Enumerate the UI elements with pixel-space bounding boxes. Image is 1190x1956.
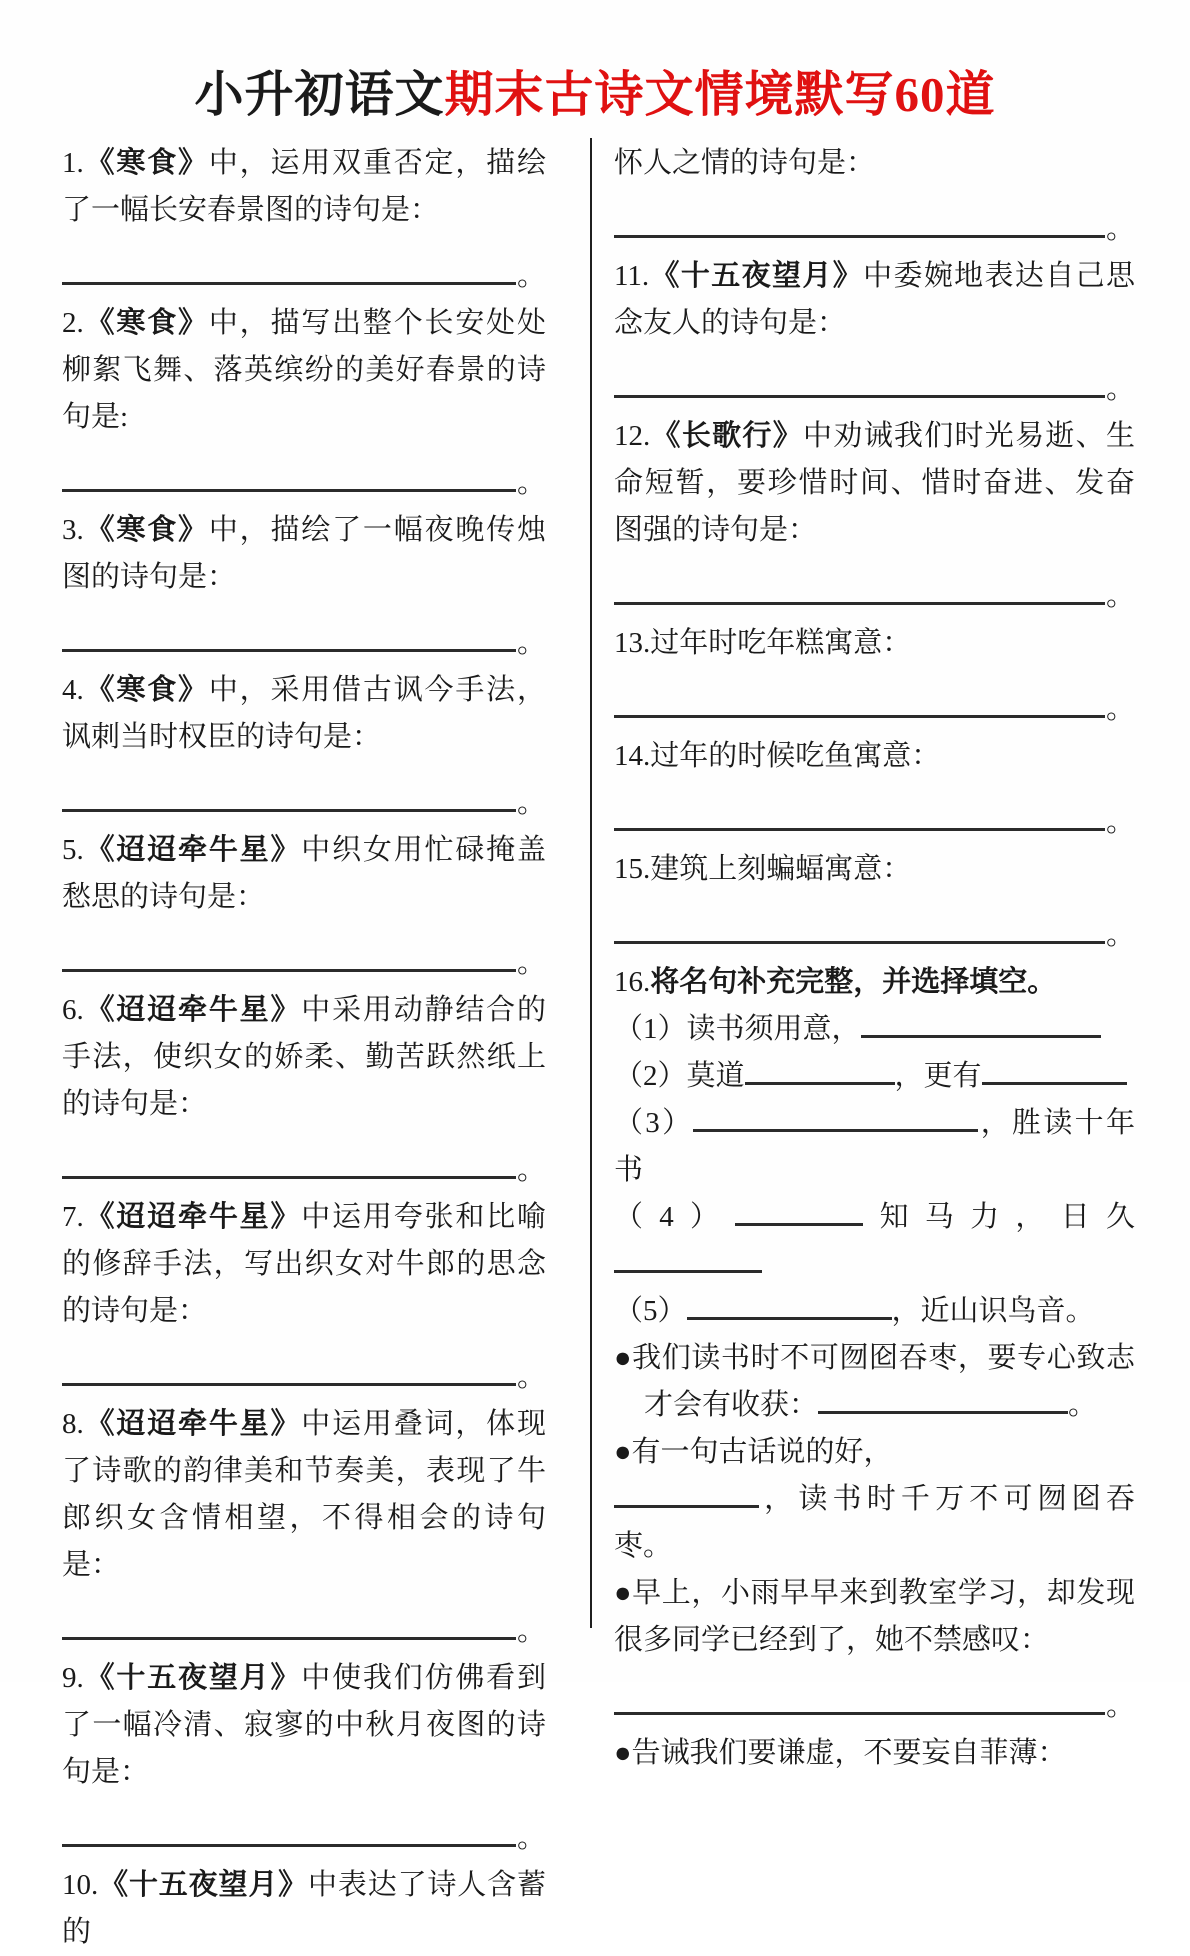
question-text: 2. — [62, 307, 84, 339]
period-mark: 。 — [1105, 373, 1135, 405]
question-text: 中采用动静结合的手法，使织女的娇柔、勤苦跃然纸上的诗句是： — [62, 994, 546, 1120]
question-text: 9. — [62, 1662, 84, 1694]
answer-line — [614, 567, 1135, 617]
answer-line — [62, 1141, 546, 1191]
answer-line — [614, 680, 1135, 730]
answer-line — [62, 1602, 546, 1652]
question-10-continued — [614, 140, 1135, 187]
inline-blank-underline — [614, 1497, 759, 1508]
poem-title-text: 《长歌行》 — [650, 420, 804, 452]
question-4 — [62, 667, 546, 761]
question-text: 中织女用忙碌掩盖愁思的诗句是： — [62, 834, 546, 913]
question-text: （3） — [614, 1107, 694, 1139]
bullet-item-2 — [614, 1429, 1135, 1570]
answer-line — [614, 360, 1135, 410]
question-text: 知马力，日久 — [863, 1201, 1135, 1233]
question-text: 中运用叠词，体现了诗歌的韵律美和节奏美，表现了牛郎织女含情相望，不得相会的诗句是： — [62, 1408, 546, 1581]
poem-title-text: 《十五夜望月》 — [649, 260, 864, 292]
question-text: 12. — [614, 420, 651, 452]
question-14 — [614, 733, 1135, 780]
worksheet-columns — [62, 140, 1135, 1956]
question-8 — [62, 1401, 546, 1589]
inline-blank-underline — [818, 1403, 1068, 1414]
fill-item-5 — [614, 1288, 1135, 1335]
question-text: 中委婉地表达自己思念友人的诗句是： — [614, 260, 1135, 339]
period-mark: 。 — [1105, 580, 1135, 612]
question-9 — [62, 1655, 546, 1796]
answer-blank-underline — [62, 809, 516, 812]
question-text: （4） — [614, 1201, 736, 1233]
page-title — [0, 56, 1190, 126]
answer-line — [62, 247, 546, 297]
answer-blank-underline — [62, 1176, 516, 1179]
period-mark: 。 — [1105, 693, 1135, 725]
answer-blank-underline — [614, 1712, 1105, 1715]
question-text: ，更有 — [894, 1060, 982, 1092]
period-mark: 。 — [516, 627, 546, 659]
poem-title-text: 《迢迢牵牛星》 — [83, 1201, 302, 1233]
answer-line — [614, 1677, 1135, 1727]
answer-line — [62, 1348, 546, 1398]
poem-title-text: 《十五夜望月》 — [83, 1662, 302, 1694]
question-text: 16. — [614, 966, 651, 998]
question-text: 。 — [1068, 1389, 1098, 1421]
question-text: ，胜读十年书 — [614, 1107, 1135, 1186]
question-text: 中运用夸张和比喻的修辞手法，写出织女对牛郎的思念的诗句是： — [62, 1201, 546, 1327]
fill-item-4 — [614, 1194, 1135, 1288]
question-text: 怀人之情的诗句是： — [614, 147, 876, 179]
period-mark: 。 — [1105, 1690, 1135, 1722]
answer-blank-underline — [62, 969, 516, 972]
question-7 — [62, 1194, 546, 1335]
answer-line — [62, 614, 546, 664]
inline-blank-underline — [982, 1074, 1127, 1085]
question-5 — [62, 827, 546, 921]
question-text: 6. — [62, 994, 84, 1026]
question-text: 中表达了诗人含蓄的 — [62, 1869, 546, 1948]
answer-line — [62, 774, 546, 824]
question-text: 10. — [62, 1869, 99, 1901]
answer-blank-underline — [614, 395, 1105, 398]
period-mark: 。 — [516, 1822, 546, 1854]
answer-blank-underline — [62, 1844, 516, 1847]
answer-line — [614, 200, 1135, 250]
period-mark: 。 — [516, 1361, 546, 1393]
fill-item-1 — [614, 1006, 1135, 1053]
question-6 — [62, 987, 546, 1128]
period-mark: 。 — [516, 787, 546, 819]
poem-title-text: 《迢迢牵牛星》 — [83, 834, 302, 866]
period-mark: 。 — [516, 947, 546, 979]
question-text: 14.过年的时候吃鱼寓意： — [614, 740, 941, 772]
answer-line — [62, 454, 546, 504]
question-text: 4. — [62, 674, 84, 706]
question-text: 15.建筑上刻蝙蝠寓意： — [614, 853, 912, 885]
period-mark: 。 — [516, 260, 546, 292]
inline-blank-underline — [687, 1309, 892, 1320]
answer-line — [62, 934, 546, 984]
poem-title-text: 将名句补充完整，并选择填空。 — [650, 966, 1057, 998]
question-text: 13.过年时吃年糕寓意： — [614, 627, 912, 659]
inline-blank-underline — [861, 1027, 1101, 1038]
answer-blank-underline — [62, 649, 516, 652]
period-mark: 。 — [1105, 806, 1135, 838]
question-text: （1）读书须用意， — [614, 1013, 861, 1045]
title-highlight: 期末古诗文情境默写60道 — [444, 67, 996, 122]
right-column — [614, 140, 1135, 1956]
question-text: 中，描绘了一幅夜晚传烛图的诗句是： — [62, 514, 546, 593]
inline-blank-underline — [735, 1215, 863, 1226]
question-16-header — [614, 959, 1135, 1006]
poem-title-text: 《寒食》 — [83, 307, 209, 339]
question-text: ●早上，小雨早早来到教室学习，却发现很多同学已经到了，她不禁感叹： — [614, 1577, 1135, 1656]
poem-title-text: 《寒食》 — [83, 674, 209, 706]
poem-title-text: 《十五夜望月》 — [98, 1869, 309, 1901]
question-text: ，读书时千万不可囫囵吞枣。 — [614, 1483, 1135, 1562]
poem-title-text: 《寒食》 — [83, 514, 209, 546]
question-text: 中，运用双重否定，描绘了一幅长安春景图的诗句是： — [62, 147, 546, 226]
bullet-item-3 — [614, 1570, 1135, 1664]
poem-title-text: 《寒食》 — [83, 147, 209, 179]
period-mark: 。 — [516, 1154, 546, 1186]
question-text: ●告诫我们要谦虚，不要妄自菲薄： — [614, 1737, 1067, 1769]
title-prefix: 小升初语文 — [194, 67, 445, 122]
answer-blank-underline — [62, 489, 516, 492]
inline-blank-underline — [614, 1262, 762, 1273]
answer-blank-underline — [614, 715, 1105, 718]
bullet-item-4 — [614, 1730, 1135, 1777]
answer-blank-underline — [62, 1383, 516, 1386]
question-text: 中，描写出整个长安处处柳絮飞舞、落英缤纷的美好春景的诗句是: — [62, 307, 546, 433]
question-15 — [614, 846, 1135, 893]
question-11 — [614, 253, 1135, 347]
period-mark: 。 — [1105, 213, 1135, 245]
poem-title-text: 《迢迢牵牛星》 — [83, 1408, 302, 1440]
period-mark: 。 — [516, 1615, 546, 1647]
answer-blank-underline — [62, 282, 516, 285]
period-mark: 。 — [516, 467, 546, 499]
answer-blank-underline — [614, 235, 1105, 238]
question-text: 7. — [62, 1201, 84, 1233]
question-12 — [614, 413, 1135, 554]
question-text: 1. — [62, 147, 84, 179]
answer-blank-underline — [614, 941, 1105, 944]
question-text: 5. — [62, 834, 84, 866]
answer-blank-underline — [614, 828, 1105, 831]
question-text: 8. — [62, 1408, 84, 1440]
answer-blank-underline — [62, 1637, 516, 1640]
question-1 — [62, 140, 546, 234]
question-13 — [614, 620, 1135, 667]
bullet-item-1 — [614, 1335, 1135, 1429]
poem-title-text: 《迢迢牵牛星》 — [83, 994, 302, 1026]
question-text: （2）莫道 — [614, 1060, 745, 1092]
fill-item-3 — [614, 1100, 1135, 1194]
question-text: 3. — [62, 514, 84, 546]
question-text: ●有一句古话说的好， — [614, 1436, 893, 1468]
inline-blank-underline — [693, 1121, 978, 1132]
question-10 — [62, 1862, 546, 1956]
period-mark: 。 — [1105, 919, 1135, 951]
answer-line — [614, 793, 1135, 843]
question-3 — [62, 507, 546, 601]
fill-item-2 — [614, 1053, 1135, 1100]
question-text: 中，采用借古讽今手法，讽刺当时权臣的诗句是： — [62, 674, 546, 753]
answer-blank-underline — [614, 602, 1105, 605]
question-text: ●我们读书时不可囫囵吞枣，要专心致志才会有收获： — [614, 1342, 1135, 1421]
answer-line — [62, 1809, 546, 1859]
question-text: 11. — [614, 260, 650, 292]
answer-line — [614, 906, 1135, 956]
question-text: （5） — [614, 1295, 687, 1327]
question-2 — [62, 300, 546, 441]
question-text: 中劝诫我们时光易逝、生命短暂，要珍惜时间、惜时奋进、发奋图强的诗句是： — [614, 420, 1135, 546]
question-text: 中使我们仿佛看到了一幅冷清、寂寥的中秋月夜图的诗句是： — [62, 1662, 546, 1788]
inline-blank-underline — [745, 1074, 895, 1085]
question-text: ，近山识鸟音。 — [891, 1295, 1095, 1327]
left-column — [62, 140, 546, 1956]
